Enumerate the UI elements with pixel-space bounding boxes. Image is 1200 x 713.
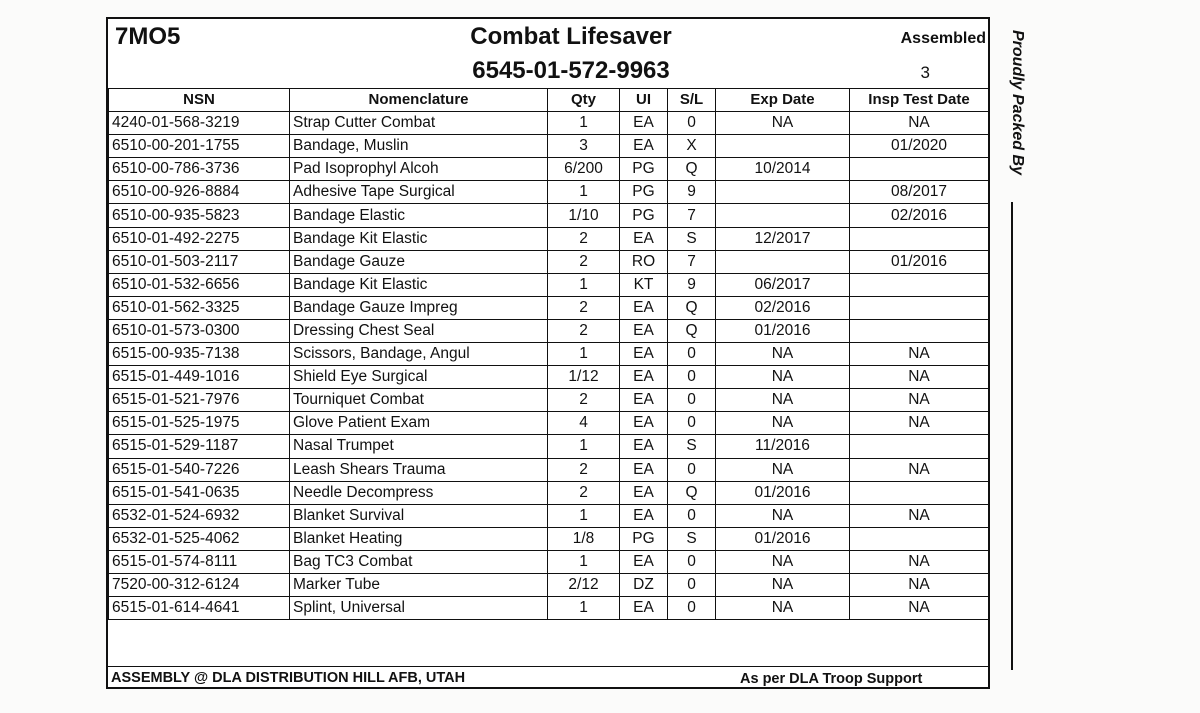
cell-exp-date: NA bbox=[716, 389, 850, 412]
cell-ui: EA bbox=[620, 296, 668, 319]
cell-insp-date: NA bbox=[850, 597, 989, 620]
cell-insp-date bbox=[850, 227, 989, 250]
cell-insp-date: 08/2017 bbox=[850, 181, 989, 204]
cell-insp-date: NA bbox=[850, 573, 989, 596]
cell-nomenclature: Blanket Heating bbox=[290, 527, 548, 550]
cell-qty: 1 bbox=[548, 181, 620, 204]
cell-exp-date: NA bbox=[716, 112, 850, 135]
cell-ui: EA bbox=[620, 458, 668, 481]
cell-exp-date: NA bbox=[716, 504, 850, 527]
cell-exp-date bbox=[716, 204, 850, 227]
cell-sl: X bbox=[668, 135, 716, 158]
cell-exp-date: 01/2016 bbox=[716, 481, 850, 504]
cell-nomenclature: Bandage Kit Elastic bbox=[290, 273, 548, 296]
cell-ui: DZ bbox=[620, 573, 668, 596]
cell-ui: PG bbox=[620, 527, 668, 550]
cell-insp-date: NA bbox=[850, 412, 989, 435]
cell-qty: 2 bbox=[548, 296, 620, 319]
cell-sl: 0 bbox=[668, 389, 716, 412]
cell-ui: EA bbox=[620, 550, 668, 573]
cell-insp-date bbox=[850, 481, 989, 504]
cell-nomenclature: Shield Eye Surgical bbox=[290, 366, 548, 389]
cell-sl: Q bbox=[668, 319, 716, 342]
cell-sl: Q bbox=[668, 481, 716, 504]
cell-nsn: 6510-00-201-1755 bbox=[109, 135, 290, 158]
table-row bbox=[109, 319, 989, 342]
cell-qty: 1 bbox=[548, 112, 620, 135]
kit-nsn: 6545-01-572-9963 bbox=[472, 57, 670, 84]
cell-qty: 2 bbox=[548, 227, 620, 250]
cell-nsn: 6532-01-525-4062 bbox=[109, 527, 290, 550]
cell-nomenclature: Bag TC3 Combat bbox=[290, 550, 548, 573]
cell-qty: 6/200 bbox=[548, 158, 620, 181]
packing-card bbox=[106, 17, 990, 689]
cell-nsn: 6510-00-926-8884 bbox=[109, 181, 290, 204]
col-sl: S/L bbox=[668, 89, 716, 112]
cell-ui: EA bbox=[620, 112, 668, 135]
cell-nsn: 6515-01-525-1975 bbox=[109, 412, 290, 435]
cell-nsn: 6515-01-614-4641 bbox=[109, 597, 290, 620]
cell-nomenclature: Dressing Chest Seal bbox=[290, 319, 548, 342]
footer-assembly: ASSEMBLY @ DLA DISTRIBUTION HILL AFB, UTAH bbox=[111, 670, 466, 686]
cell-qty: 2 bbox=[548, 389, 620, 412]
cell-exp-date bbox=[716, 250, 850, 273]
cell-exp-date: 02/2016 bbox=[716, 296, 850, 319]
cell-exp-date: 01/2016 bbox=[716, 319, 850, 342]
cell-ui: EA bbox=[620, 135, 668, 158]
cell-qty: 1 bbox=[548, 550, 620, 573]
table-row bbox=[109, 389, 989, 412]
cell-nsn: 6515-01-521-7976 bbox=[109, 389, 290, 412]
cell-insp-date: 01/2016 bbox=[850, 250, 989, 273]
cell-qty: 1/8 bbox=[548, 527, 620, 550]
cell-ui: PG bbox=[620, 158, 668, 181]
table-row bbox=[109, 158, 989, 181]
cell-nsn: 4240-01-568-3219 bbox=[109, 112, 290, 135]
cell-ui: EA bbox=[620, 435, 668, 458]
cell-nomenclature: Leash Shears Trauma bbox=[290, 458, 548, 481]
cell-nomenclature: Needle Decompress bbox=[290, 481, 548, 504]
table-row bbox=[109, 527, 989, 550]
cell-nomenclature: Glove Patient Exam bbox=[290, 412, 548, 435]
cell-sl: 0 bbox=[668, 597, 716, 620]
cell-qty: 1 bbox=[548, 435, 620, 458]
cell-nomenclature: Marker Tube bbox=[290, 573, 548, 596]
cell-nomenclature: Nasal Trumpet bbox=[290, 435, 548, 458]
cell-sl: Q bbox=[668, 158, 716, 181]
cell-sl: 0 bbox=[668, 550, 716, 573]
table-row bbox=[109, 181, 989, 204]
cell-insp-date: NA bbox=[850, 389, 989, 412]
cell-exp-date: 12/2017 bbox=[716, 227, 850, 250]
cell-nomenclature: Splint, Universal bbox=[290, 597, 548, 620]
cell-nomenclature: Scissors, Bandage, Angul bbox=[290, 343, 548, 366]
cell-exp-date bbox=[716, 181, 850, 204]
cell-exp-date: 10/2014 bbox=[716, 158, 850, 181]
cell-qty: 1 bbox=[548, 273, 620, 296]
cell-exp-date: NA bbox=[716, 366, 850, 389]
cell-qty: 2 bbox=[548, 319, 620, 342]
cell-exp-date: NA bbox=[716, 573, 850, 596]
table-row bbox=[109, 504, 989, 527]
cell-sl: 7 bbox=[668, 250, 716, 273]
cell-nomenclature: Bandage, Muslin bbox=[290, 135, 548, 158]
cell-qty: 1 bbox=[548, 343, 620, 366]
cell-nsn: 6510-01-562-3325 bbox=[109, 296, 290, 319]
cell-ui: PG bbox=[620, 181, 668, 204]
cell-ui: EA bbox=[620, 319, 668, 342]
cell-qty: 1/12 bbox=[548, 366, 620, 389]
cell-nomenclature: Bandage Elastic bbox=[290, 204, 548, 227]
col-qty: Qty bbox=[548, 89, 620, 112]
cell-sl: 0 bbox=[668, 412, 716, 435]
assembled-label: Assembled bbox=[900, 30, 986, 47]
cell-sl: 0 bbox=[668, 573, 716, 596]
cell-insp-date: 02/2016 bbox=[850, 204, 989, 227]
cell-nsn: 6515-00-935-7138 bbox=[109, 343, 290, 366]
items-table bbox=[108, 88, 989, 620]
cell-sl: 0 bbox=[668, 504, 716, 527]
cell-ui: EA bbox=[620, 504, 668, 527]
cell-insp-date bbox=[850, 435, 989, 458]
cell-nsn: 6515-01-449-1016 bbox=[109, 366, 290, 389]
cell-insp-date: NA bbox=[850, 343, 989, 366]
cell-insp-date: NA bbox=[850, 366, 989, 389]
table-row bbox=[109, 458, 989, 481]
col-nomenclature: Nomenclature bbox=[290, 89, 548, 112]
table-row bbox=[109, 296, 989, 319]
cell-ui: EA bbox=[620, 412, 668, 435]
cell-sl: Q bbox=[668, 296, 716, 319]
cell-nsn: 6515-01-540-7226 bbox=[109, 458, 290, 481]
cell-qty: 1 bbox=[548, 504, 620, 527]
cell-exp-date: NA bbox=[716, 412, 850, 435]
side-packed-by bbox=[1002, 30, 1042, 670]
cell-sl: S bbox=[668, 435, 716, 458]
cell-ui: EA bbox=[620, 343, 668, 366]
kit-title: Combat Lifesaver bbox=[470, 23, 672, 50]
footer-support: As per DLA Troop Support bbox=[740, 671, 923, 687]
cell-nomenclature: Tourniquet Combat bbox=[290, 389, 548, 412]
cell-exp-date: 11/2016 bbox=[716, 435, 850, 458]
cell-nsn: 6515-01-529-1187 bbox=[109, 435, 290, 458]
table-row bbox=[109, 343, 989, 366]
blank-row bbox=[108, 641, 988, 667]
cell-nsn: 6510-00-786-3736 bbox=[109, 158, 290, 181]
col-exp-date: Exp Date bbox=[716, 89, 850, 112]
cell-nsn: 6510-01-532-6656 bbox=[109, 273, 290, 296]
table-row bbox=[109, 135, 989, 158]
cell-ui: EA bbox=[620, 389, 668, 412]
cell-exp-date: NA bbox=[716, 597, 850, 620]
cell-nomenclature: Adhesive Tape Surgical bbox=[290, 181, 548, 204]
col-ui: UI bbox=[620, 89, 668, 112]
cell-ui: EA bbox=[620, 597, 668, 620]
cell-nsn: 6532-01-524-6932 bbox=[109, 504, 290, 527]
cell-nsn: 6510-01-573-0300 bbox=[109, 319, 290, 342]
cell-exp-date: 06/2017 bbox=[716, 273, 850, 296]
cell-qty: 4 bbox=[548, 412, 620, 435]
cell-nsn: 7520-00-312-6124 bbox=[109, 573, 290, 596]
cell-nomenclature: Bandage Kit Elastic bbox=[290, 227, 548, 250]
packed-by-label: Proudly Packed By bbox=[1009, 30, 1026, 175]
cell-qty: 2 bbox=[548, 250, 620, 273]
table-row bbox=[109, 435, 989, 458]
table-body bbox=[109, 112, 989, 620]
cell-nomenclature: Pad Isoprophyl Alcoh bbox=[290, 158, 548, 181]
cell-ui: KT bbox=[620, 273, 668, 296]
cell-qty: 1/10 bbox=[548, 204, 620, 227]
cell-sl: 9 bbox=[668, 273, 716, 296]
col-insp-test-date: Insp Test Date bbox=[850, 89, 989, 112]
kit-id: 7MO5 bbox=[115, 23, 181, 50]
cell-insp-date: NA bbox=[850, 504, 989, 527]
assembled-count: 3 bbox=[920, 63, 930, 82]
cell-qty: 2/12 bbox=[548, 573, 620, 596]
table-row bbox=[109, 204, 989, 227]
cell-nomenclature: Bandage Gauze bbox=[290, 250, 548, 273]
cell-sl: 7 bbox=[668, 204, 716, 227]
cell-sl: 0 bbox=[668, 343, 716, 366]
cell-insp-date bbox=[850, 296, 989, 319]
cell-nsn: 6510-00-935-5823 bbox=[109, 204, 290, 227]
table-row bbox=[109, 481, 989, 504]
cell-nsn: 6510-01-492-2275 bbox=[109, 227, 290, 250]
cell-nsn: 6515-01-574-8111 bbox=[109, 550, 290, 573]
cell-qty: 1 bbox=[548, 597, 620, 620]
cell-nsn: 6515-01-541-0635 bbox=[109, 481, 290, 504]
cell-exp-date: NA bbox=[716, 458, 850, 481]
cell-sl: 9 bbox=[668, 181, 716, 204]
cell-sl: 0 bbox=[668, 112, 716, 135]
cell-insp-date bbox=[850, 158, 989, 181]
table-row bbox=[109, 597, 989, 620]
cell-sl: 0 bbox=[668, 366, 716, 389]
table-row bbox=[109, 573, 989, 596]
cell-nomenclature: Bandage Gauze Impreg bbox=[290, 296, 548, 319]
cell-insp-date: NA bbox=[850, 112, 989, 135]
cell-exp-date: NA bbox=[716, 343, 850, 366]
cell-qty: 2 bbox=[548, 481, 620, 504]
table-header-row bbox=[109, 89, 989, 112]
cell-nomenclature: Blanket Survival bbox=[290, 504, 548, 527]
table-row bbox=[109, 366, 989, 389]
table-row bbox=[109, 550, 989, 573]
cell-ui: EA bbox=[620, 481, 668, 504]
table-row bbox=[109, 112, 989, 135]
cell-insp-date bbox=[850, 319, 989, 342]
cell-sl: S bbox=[668, 527, 716, 550]
cell-qty: 2 bbox=[548, 458, 620, 481]
cell-ui: RO bbox=[620, 250, 668, 273]
cell-ui: PG bbox=[620, 204, 668, 227]
cell-nomenclature: Strap Cutter Combat bbox=[290, 112, 548, 135]
cell-insp-date: NA bbox=[850, 550, 989, 573]
cell-sl: 0 bbox=[668, 458, 716, 481]
col-nsn: NSN bbox=[109, 89, 290, 112]
table-row bbox=[109, 227, 989, 250]
cell-qty: 3 bbox=[548, 135, 620, 158]
cell-nsn: 6510-01-503-2117 bbox=[109, 250, 290, 273]
cell-insp-date bbox=[850, 527, 989, 550]
cell-ui: EA bbox=[620, 366, 668, 389]
cell-exp-date: NA bbox=[716, 550, 850, 573]
cell-insp-date: NA bbox=[850, 458, 989, 481]
cell-insp-date: 01/2020 bbox=[850, 135, 989, 158]
table-row bbox=[109, 412, 989, 435]
cell-exp-date bbox=[716, 135, 850, 158]
table-row bbox=[109, 250, 989, 273]
signature-line bbox=[1011, 202, 1013, 670]
cell-ui: EA bbox=[620, 227, 668, 250]
cell-insp-date bbox=[850, 273, 989, 296]
table-row bbox=[109, 273, 989, 296]
cell-exp-date: 01/2016 bbox=[716, 527, 850, 550]
cell-sl: S bbox=[668, 227, 716, 250]
